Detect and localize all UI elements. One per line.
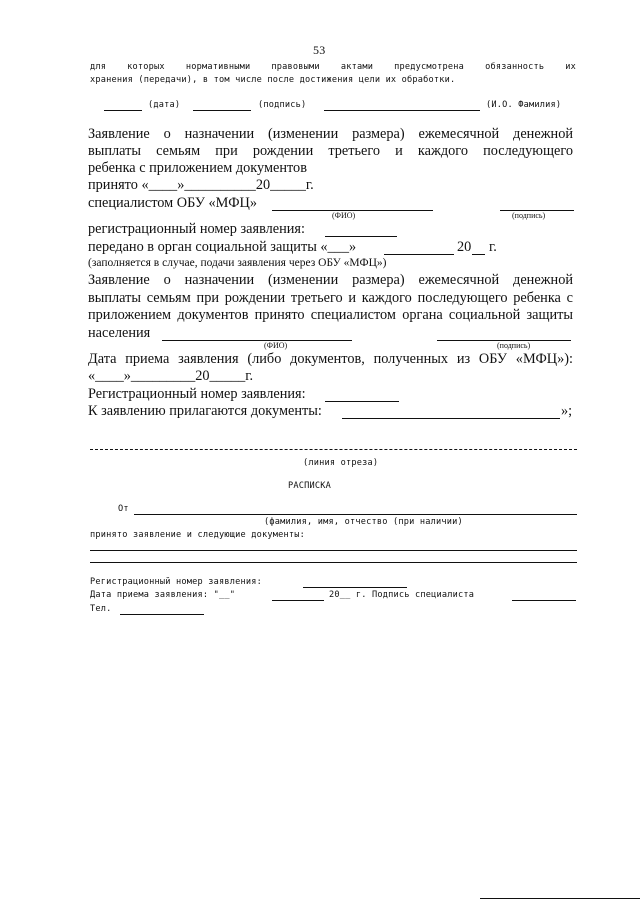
- szn-text-line-1: Заявление о назначении (изменении размера) ежемесячной денежной: [88, 272, 573, 288]
- receipt-reg-number-blank: [303, 587, 407, 588]
- mfc-transferred-year: 20: [457, 239, 472, 255]
- mfc-reg-number-label: регистрационный номер заявления:: [88, 221, 305, 237]
- szn-sign-note: (подпись): [497, 341, 531, 350]
- receipt-phone-blank: [120, 614, 204, 615]
- cut-line-label: (линия отреза): [303, 458, 379, 468]
- mfc-transferred-month-blank: [384, 254, 454, 255]
- szn-reg-number-blank: [325, 401, 399, 402]
- consent-tail-line-2: хранения (передачи), в том числе после достижения цели их обработки.: [90, 75, 456, 85]
- mfc-text-line-3: ребенка с приложением документов: [88, 160, 307, 176]
- szn-reg-number-label: Регистрационный номер заявления:: [88, 386, 306, 402]
- mfc-transferred-year-suffix: г.: [489, 239, 497, 255]
- mfc-text-line-2: выплаты семьям при рождении третьего и каждого последующего: [88, 143, 573, 159]
- receipt-from-label: От: [118, 504, 129, 514]
- date-label: (дата): [148, 100, 181, 110]
- name-blank: [324, 110, 480, 111]
- szn-text-line-3: приложением документов принято специалистом органа социальной защиты: [88, 307, 573, 323]
- szn-fio-blank: [162, 340, 352, 341]
- szn-text-line-2: выплаты семьям при рождении третьего и каждого последующего ребенка с: [88, 290, 573, 306]
- receipt-sign-blank: [512, 600, 576, 601]
- szn-fio-note: (ФИО): [264, 341, 288, 350]
- mfc-transferred-label: передано в орган социальной защиты «___»: [88, 239, 357, 255]
- receipt-accepted-label: принято заявление и следующие документы:: [90, 530, 305, 540]
- mfc-text-line-1: Заявление о назначении (изменении размера) ежемесячной денежной: [88, 126, 573, 142]
- receipt-from-blank: [134, 514, 577, 515]
- footer-rule: [480, 898, 640, 899]
- receipt-fio-hint: (фамилия, имя, отчество (при наличии): [264, 517, 463, 527]
- szn-docs-blank: [342, 418, 560, 419]
- receipt-docs-line-1: [90, 550, 577, 551]
- name-label: (И.О. Фамилия): [486, 100, 562, 110]
- szn-docs-end: »;: [561, 403, 573, 419]
- mfc-fill-note: (заполняется в случае, подачи заявления через ОБУ «МФЦ»): [88, 257, 387, 269]
- receipt-phone-label: Тел.: [90, 604, 112, 614]
- receipt-year-sign-label: 20__ г. Подпись специалиста: [329, 590, 475, 600]
- sign-blank: [193, 110, 251, 111]
- sign-label: (подпись): [258, 100, 307, 110]
- receipt-title: РАСПИСКА: [288, 481, 331, 491]
- szn-text-line-4: населения: [88, 325, 151, 341]
- receipt-date-label: Дата приема заявления: "__": [90, 590, 236, 600]
- mfc-fio-note: (ФИО): [332, 211, 356, 220]
- szn-date-value: «____»_________20_____г.: [88, 368, 254, 384]
- page-number: 53: [313, 43, 326, 57]
- receipt-date-month-blank: [272, 600, 324, 601]
- cut-line: [90, 449, 577, 450]
- mfc-accepted-date: принято «____»__________20_____г.: [88, 177, 314, 193]
- date-blank: [104, 110, 142, 111]
- szn-date-label: Дата приема заявления (либо документов, полученных из ОБУ «МФЦ»):: [88, 351, 573, 367]
- szn-docs-label: К заявлению прилагаются документы:: [88, 403, 322, 419]
- mfc-reg-number-blank: [325, 236, 397, 237]
- consent-tail-line-1: для которых нормативными правовыми актами предусмотрена обязанность их: [90, 62, 576, 72]
- mfc-specialist-label: специалистом ОБУ «МФЦ»: [88, 195, 257, 211]
- receipt-docs-line-2: [90, 562, 577, 563]
- receipt-reg-number-label: Регистрационный номер заявления:: [90, 577, 262, 587]
- mfc-sign-note: (подпись): [512, 211, 546, 220]
- mfc-transferred-year-blank: [472, 254, 485, 255]
